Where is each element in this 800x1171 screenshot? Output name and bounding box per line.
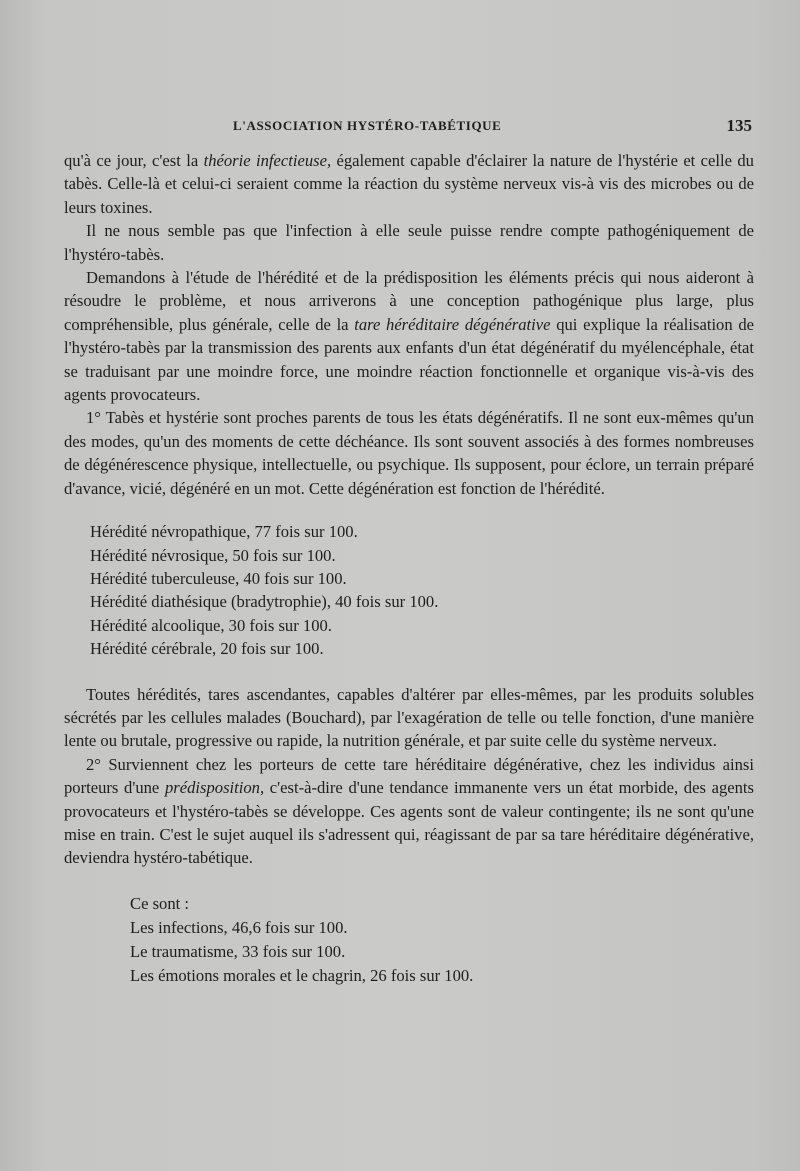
paragraph-6-text-b: c'est-à-dire d'une tendance immanente vers un état morbide, des agents provocateurs et l'hystéro-tabès se développe. Ces agents sont de valeur contingente; ils ne sont qu'une mise en train. C'est le sujet auquel ils s'adressent qui, réagissant de par sa tare héréditaire dégénérative, deviendra hystéro-tabétique. bbox=[64, 778, 754, 868]
list-item: Hérédité névrosique, 50 fois sur 100. bbox=[90, 545, 336, 565]
page-number: 135 bbox=[726, 116, 752, 135]
paragraph-6-emphasis: prédisposition, bbox=[164, 778, 265, 798]
paragraph-4: 1° Tabès et hystérie sont proches parents de tous les états dégénératifs. Il ne sont eux-mêmes qu'un des modes, qu'un des moments de cette déchéance. Ils sont souvent associés à des formes nombreuses de dégénérescence physique, intellectuelle, ou psychique. Ils supposent, pour éclore, un terrain préparé d'avance, vicié, dégénéré en un mot. Cette dégénération est fonction de l'hérédité. bbox=[64, 408, 754, 498]
heredity-list bbox=[90, 520, 754, 660]
paragraph-1 bbox=[64, 149, 754, 219]
list-item: Hérédité alcoolique, 30 fois sur 100. bbox=[90, 615, 332, 635]
paragraph-5: Toutes hérédités, tares ascendantes, capables d'altérer par elles-mêmes, par les produits solubles sécrétés par les cellules malades (Bouchard), par l'exagération de telle ou telle fonction, d'une manière lente ou brutale, progressive ou rapide, la nutrition générale, et par suite celle du système nerveux. bbox=[64, 684, 754, 751]
list-item: Les infections, 46,6 fois sur 100. bbox=[130, 917, 348, 937]
agents-list bbox=[130, 892, 754, 988]
paragraph-1-text-a: qu'à ce jour, c'est la bbox=[64, 151, 204, 170]
list-item: Ce sont : bbox=[130, 893, 190, 913]
list-item: Hérédité diathésique (bradytrophie), 40 fois sur 100. bbox=[90, 592, 439, 612]
list-item: Hérédité cérébrale, 20 fois sur 100. bbox=[90, 639, 324, 659]
paragraph-1-text-b: également capable d'éclairer la nature de l'hystérie et celle du tabès. Celle-là et celui-ci seraient comme la réaction du système nerveux vis-à vis des microbes ou de leurs toxines. bbox=[64, 151, 754, 217]
paragraph-1-emphasis: théorie infectieuse, bbox=[203, 151, 332, 170]
list-item: Hérédité névropathique, 77 fois sur 100. bbox=[90, 522, 358, 542]
page-header bbox=[60, 118, 752, 138]
paragraph-3-emphasis: tare héréditaire dégénérative bbox=[354, 314, 551, 334]
paragraph-3-text-a: Demandons à l'étude de l'hérédité et de la prédisposition les éléments précis qui nous aideront à résoudre le problème, et nous arriverons à une conception pathogénique plus large, plus compréhensible, plus générale, celle de la bbox=[64, 268, 754, 334]
paragraph-6-text-a: 2° Surviennent chez les porteurs de cette tare héréditaire dégénérative, chez les individus ainsi porteurs d'une bbox=[64, 754, 754, 798]
paragraph-3 bbox=[64, 266, 754, 406]
list-item: Hérédité tuberculeuse, 40 fois sur 100. bbox=[90, 568, 347, 588]
paragraph-3-text-b: qui explique la réalisation de l'hystéro-tabès par la transmission des parents aux enfants d'un état dégénératif du myélencéphale, état se traduisant par une moindre force, une moindre réaction fonctionnelle et organique vis-à-vis des agents provocateurs. bbox=[64, 314, 754, 405]
list-item: Le traumatisme, 33 fois sur 100. bbox=[130, 941, 346, 961]
body-text bbox=[64, 149, 754, 988]
paragraph-2: Il ne nous semble pas que l'infection à elle seule puisse rendre compte pathogéniquement de l'hystéro-tabès. bbox=[64, 221, 754, 264]
paragraph-6 bbox=[64, 753, 754, 870]
running-title: L'ASSOCIATION HYSTÉRO-TABÉTIQUE bbox=[233, 118, 502, 133]
list-item: Les émotions morales et le chagrin, 26 fois sur 100. bbox=[130, 965, 474, 985]
